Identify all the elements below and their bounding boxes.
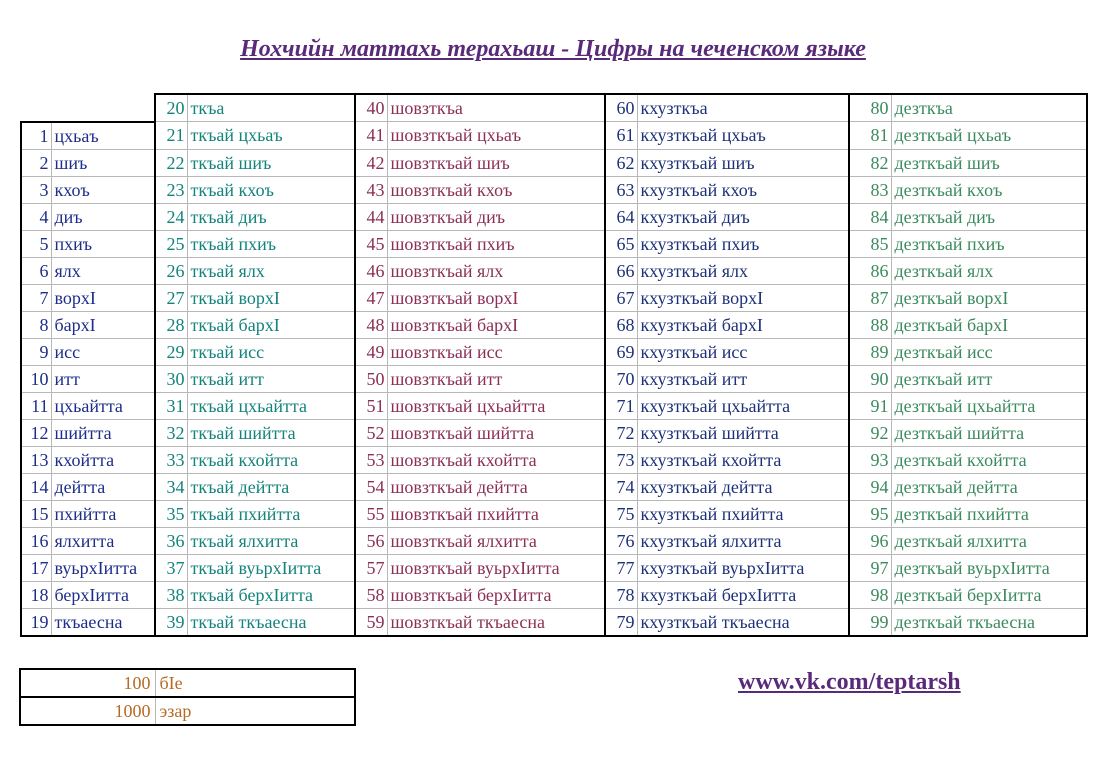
number-cell: 90 xyxy=(849,365,891,392)
word-cell: шиъ xyxy=(51,149,155,176)
numbers-table-body xyxy=(21,94,1087,636)
hundreds-table xyxy=(19,668,356,726)
number-cell: 55 xyxy=(355,500,387,527)
word-cell: шовзткъай кхоъ xyxy=(387,176,605,203)
table-row xyxy=(21,419,1087,446)
word-cell: кхузткъай пхиъ xyxy=(637,230,849,257)
word-cell: ткъай берхIитта xyxy=(187,581,355,608)
number-cell: 83 xyxy=(849,176,891,203)
number-cell: 52 xyxy=(355,419,387,446)
table-row xyxy=(20,697,355,725)
table-row xyxy=(21,608,1087,636)
number-cell: 24 xyxy=(155,203,187,230)
word-cell: шовзткъай дейтта xyxy=(387,473,605,500)
table-row xyxy=(21,122,1087,150)
word-cell: ворхI xyxy=(51,284,155,311)
number-cell: 82 xyxy=(849,149,891,176)
table-row xyxy=(21,338,1087,365)
number-cell: 63 xyxy=(605,176,637,203)
word-cell: ткъай кхойтта xyxy=(187,446,355,473)
table-row xyxy=(21,176,1087,203)
word-cell: ткъай дейтта xyxy=(187,473,355,500)
number-cell: 69 xyxy=(605,338,637,365)
table-row xyxy=(21,527,1087,554)
number-cell: 19 xyxy=(21,608,51,636)
word-cell: пхийтта xyxy=(51,500,155,527)
number-cell: 97 xyxy=(849,554,891,581)
number-cell: 32 xyxy=(155,419,187,446)
number-cell: 4 xyxy=(21,203,51,230)
word-cell: кхузткъай берхIитта xyxy=(637,581,849,608)
word-cell: дезткъай шийтта xyxy=(891,419,1087,446)
word-cell: кхузткъай дейтта xyxy=(637,473,849,500)
word-cell: ткъай кхоъ xyxy=(187,176,355,203)
word-cell: ткъай диъ xyxy=(187,203,355,230)
word-cell: ткъа xyxy=(187,94,355,122)
number-cell: 6 xyxy=(21,257,51,284)
word-cell: дезткъай пхиъ xyxy=(891,230,1087,257)
number-cell: 95 xyxy=(849,500,891,527)
number-cell: 100 xyxy=(20,669,155,697)
word-cell: итт xyxy=(51,365,155,392)
table-row xyxy=(21,311,1087,338)
number-cell: 23 xyxy=(155,176,187,203)
word-cell: шовзткъай ялх xyxy=(387,257,605,284)
number-cell: 2 xyxy=(21,149,51,176)
word-cell: кхузткъай бархI xyxy=(637,311,849,338)
number-cell: 47 xyxy=(355,284,387,311)
word-cell: ткъай пхийтта xyxy=(187,500,355,527)
number-cell: 81 xyxy=(849,122,891,150)
number-cell: 71 xyxy=(605,392,637,419)
word-cell: дезткъай берхIитта xyxy=(891,581,1087,608)
number-cell: 3 xyxy=(21,176,51,203)
word-cell: бIе xyxy=(155,669,355,697)
word-cell: ткъай ворхI xyxy=(187,284,355,311)
number-cell: 76 xyxy=(605,527,637,554)
number-cell: 75 xyxy=(605,500,637,527)
number-cell: 28 xyxy=(155,311,187,338)
number-cell: 58 xyxy=(355,581,387,608)
word-cell: ялх xyxy=(51,257,155,284)
number-cell: 79 xyxy=(605,608,637,636)
number-cell: 65 xyxy=(605,230,637,257)
word-cell: шовзткъай вуьрхIитта xyxy=(387,554,605,581)
number-cell: 21 xyxy=(155,122,187,150)
word-cell: кхузткъай итт xyxy=(637,365,849,392)
number-cell: 80 xyxy=(849,94,891,122)
number-cell: 43 xyxy=(355,176,387,203)
word-cell: дезткъай шиъ xyxy=(891,149,1087,176)
word-cell: шовзткъай диъ xyxy=(387,203,605,230)
number-cell: 10 xyxy=(21,365,51,392)
word-cell: ткъай бархI xyxy=(187,311,355,338)
word-cell: шийтта xyxy=(51,419,155,446)
word-cell: ткъай цхьайтта xyxy=(187,392,355,419)
number-cell: 48 xyxy=(355,311,387,338)
number-cell: 99 xyxy=(849,608,891,636)
table-row xyxy=(21,230,1087,257)
word-cell: кхузткъай вуьрхIитта xyxy=(637,554,849,581)
word-cell: ткъай ткъаесна xyxy=(187,608,355,636)
number-cell: 45 xyxy=(355,230,387,257)
number-cell: 84 xyxy=(849,203,891,230)
word-cell: ткъай вуьрхIитта xyxy=(187,554,355,581)
word-cell: бархI xyxy=(51,311,155,338)
word-cell: шовзткъай исс xyxy=(387,338,605,365)
table-row xyxy=(21,581,1087,608)
word-cell: вуьрхIитта xyxy=(51,554,155,581)
table-row xyxy=(21,203,1087,230)
number-cell: 29 xyxy=(155,338,187,365)
number-cell: 15 xyxy=(21,500,51,527)
table-row xyxy=(21,149,1087,176)
table-row xyxy=(21,392,1087,419)
word-cell: дезткъай ворхI xyxy=(891,284,1087,311)
number-cell: 98 xyxy=(849,581,891,608)
number-cell: 30 xyxy=(155,365,187,392)
page-title: Нохчийн маттахь терахьаш - Цифры на чеченском языке xyxy=(240,36,866,62)
number-cell: 14 xyxy=(21,473,51,500)
number-cell: 60 xyxy=(605,94,637,122)
word-cell: дезткъай диъ xyxy=(891,203,1087,230)
word-cell: шовзткъай ворхI xyxy=(387,284,605,311)
number-cell: 87 xyxy=(849,284,891,311)
word-cell: дезткъай цхьаъ xyxy=(891,122,1087,150)
word-cell: шовзткъай шиъ xyxy=(387,149,605,176)
word-cell: кхузткъай исс xyxy=(637,338,849,365)
word-cell: ткъай исс xyxy=(187,338,355,365)
word-cell: берхIитта xyxy=(51,581,155,608)
number-cell: 73 xyxy=(605,446,637,473)
word-cell: исс xyxy=(51,338,155,365)
number-cell: 11 xyxy=(21,392,51,419)
number-cell: 53 xyxy=(355,446,387,473)
number-cell: 62 xyxy=(605,149,637,176)
word-cell: цхьаъ xyxy=(51,122,155,150)
number-cell: 40 xyxy=(355,94,387,122)
word-cell: дезткъай ялхитта xyxy=(891,527,1087,554)
number-cell: 51 xyxy=(355,392,387,419)
word-cell: пхиъ xyxy=(51,230,155,257)
word-cell: дезткъай цхьайтта xyxy=(891,392,1087,419)
number-cell: 72 xyxy=(605,419,637,446)
word-cell: ткъай итт xyxy=(187,365,355,392)
number-cell: 57 xyxy=(355,554,387,581)
table-row xyxy=(21,284,1087,311)
number-cell: 25 xyxy=(155,230,187,257)
number-cell: 64 xyxy=(605,203,637,230)
word-cell: кхузткъай цхьаъ xyxy=(637,122,849,150)
number-cell: 8 xyxy=(21,311,51,338)
word-cell: дезткъай итт xyxy=(891,365,1087,392)
numbers-table xyxy=(20,93,1088,637)
number-cell: 17 xyxy=(21,554,51,581)
number-cell: 86 xyxy=(849,257,891,284)
number-cell: 70 xyxy=(605,365,637,392)
number-cell: 88 xyxy=(849,311,891,338)
word-cell: дезткъай кхойтта xyxy=(891,446,1087,473)
table-row xyxy=(21,500,1087,527)
word-cell: шовзткъай кхойтта xyxy=(387,446,605,473)
word-cell: ткъай пхиъ xyxy=(187,230,355,257)
word-cell: кхузткъай ялх xyxy=(637,257,849,284)
number-cell: 33 xyxy=(155,446,187,473)
word-cell: кхузткъай пхийтта xyxy=(637,500,849,527)
word-cell: кхузткъай ялхитта xyxy=(637,527,849,554)
number-cell: 91 xyxy=(849,392,891,419)
number-cell: 20 xyxy=(155,94,187,122)
word-cell: шовзткъай пхиъ xyxy=(387,230,605,257)
word-cell: дезткъай кхоъ xyxy=(891,176,1087,203)
word-cell: кхузткъай шийтта xyxy=(637,419,849,446)
word-cell: шовзткъай итт xyxy=(387,365,605,392)
number-cell: 49 xyxy=(355,338,387,365)
number-cell: 26 xyxy=(155,257,187,284)
number-cell: 78 xyxy=(605,581,637,608)
word-cell: кхузткъай цхьайтта xyxy=(637,392,849,419)
word-cell: дезткъай бархI xyxy=(891,311,1087,338)
word-cell: шовзткъай берхIитта xyxy=(387,581,605,608)
number-cell: 22 xyxy=(155,149,187,176)
number-cell: 38 xyxy=(155,581,187,608)
word-cell: дезткъай пхийтта xyxy=(891,500,1087,527)
word-cell: шовзткъай цхьаъ xyxy=(387,122,605,150)
number-cell: 36 xyxy=(155,527,187,554)
table-row xyxy=(21,257,1087,284)
word-cell: ялхитта xyxy=(51,527,155,554)
word-cell: ткъай цхьаъ xyxy=(187,122,355,150)
word-cell: кхузткъай кхойтта xyxy=(637,446,849,473)
word-cell: шовзткъай пхийтта xyxy=(387,500,605,527)
number-cell: 16 xyxy=(21,527,51,554)
number-cell: 66 xyxy=(605,257,637,284)
word-cell: шовзткъай ткъаесна xyxy=(387,608,605,636)
vk-link[interactable]: www.vk.com/teptarsh xyxy=(738,669,961,695)
number-cell: 18 xyxy=(21,581,51,608)
table-row xyxy=(20,669,355,697)
number-cell: 27 xyxy=(155,284,187,311)
word-cell: кхузткъа xyxy=(637,94,849,122)
word-cell: кхузткъай ворхI xyxy=(637,284,849,311)
number-cell: 1 xyxy=(21,122,51,150)
word-cell: цхьайтта xyxy=(51,392,155,419)
word-cell: шовзткъай ялхитта xyxy=(387,527,605,554)
word-cell: дейтта xyxy=(51,473,155,500)
word-cell: ткъай ялхитта xyxy=(187,527,355,554)
number-cell: 54 xyxy=(355,473,387,500)
word-cell: эзар xyxy=(155,697,355,725)
word-cell: дезткъа xyxy=(891,94,1087,122)
number-cell: 94 xyxy=(849,473,891,500)
number-cell: 41 xyxy=(355,122,387,150)
word-cell: кхузткъай диъ xyxy=(637,203,849,230)
number-cell: 93 xyxy=(849,446,891,473)
number-cell: 5 xyxy=(21,230,51,257)
number-cell: 92 xyxy=(849,419,891,446)
number-cell: 42 xyxy=(355,149,387,176)
word-cell: шовзткъай шийтта xyxy=(387,419,605,446)
number-cell: 46 xyxy=(355,257,387,284)
number-cell: 35 xyxy=(155,500,187,527)
table-row xyxy=(21,446,1087,473)
word-cell: кхузткъай шиъ xyxy=(637,149,849,176)
word-cell: кхузткъай кхоъ xyxy=(637,176,849,203)
number-cell: 89 xyxy=(849,338,891,365)
word-cell: шовзткъай цхьайтта xyxy=(387,392,605,419)
number-cell: 77 xyxy=(605,554,637,581)
number-cell: 37 xyxy=(155,554,187,581)
number-cell: 9 xyxy=(21,338,51,365)
word-cell: шовзткъай бархI xyxy=(387,311,605,338)
table-row xyxy=(21,554,1087,581)
word-cell: кхоъ xyxy=(51,176,155,203)
number-cell: 96 xyxy=(849,527,891,554)
word-cell: диъ xyxy=(51,203,155,230)
number-cell: 59 xyxy=(355,608,387,636)
word-cell: ткъай шиъ xyxy=(187,149,355,176)
number-cell: 31 xyxy=(155,392,187,419)
empty-cell xyxy=(21,94,155,122)
number-cell: 34 xyxy=(155,473,187,500)
number-cell: 1000 xyxy=(20,697,155,725)
number-cell: 56 xyxy=(355,527,387,554)
word-cell: кхузткъай ткъаесна xyxy=(637,608,849,636)
word-cell: дезткъай вуьрхIитта xyxy=(891,554,1087,581)
word-cell: кхойтта xyxy=(51,446,155,473)
number-cell: 7 xyxy=(21,284,51,311)
number-cell: 44 xyxy=(355,203,387,230)
number-cell: 13 xyxy=(21,446,51,473)
number-cell: 67 xyxy=(605,284,637,311)
table-row xyxy=(21,365,1087,392)
number-cell: 50 xyxy=(355,365,387,392)
word-cell: ткъай шийтта xyxy=(187,419,355,446)
word-cell: дезткъай ялх xyxy=(891,257,1087,284)
word-cell: дезткъай исс xyxy=(891,338,1087,365)
number-cell: 85 xyxy=(849,230,891,257)
number-cell: 12 xyxy=(21,419,51,446)
number-cell: 39 xyxy=(155,608,187,636)
table-row xyxy=(21,473,1087,500)
word-cell: шовзткъа xyxy=(387,94,605,122)
decades-row xyxy=(21,94,1087,122)
word-cell: ткъай ялх xyxy=(187,257,355,284)
number-cell: 74 xyxy=(605,473,637,500)
word-cell: ткъаесна xyxy=(51,608,155,636)
number-cell: 61 xyxy=(605,122,637,150)
word-cell: дезткъай дейтта xyxy=(891,473,1087,500)
word-cell: дезткъай ткъаесна xyxy=(891,608,1087,636)
number-cell: 68 xyxy=(605,311,637,338)
